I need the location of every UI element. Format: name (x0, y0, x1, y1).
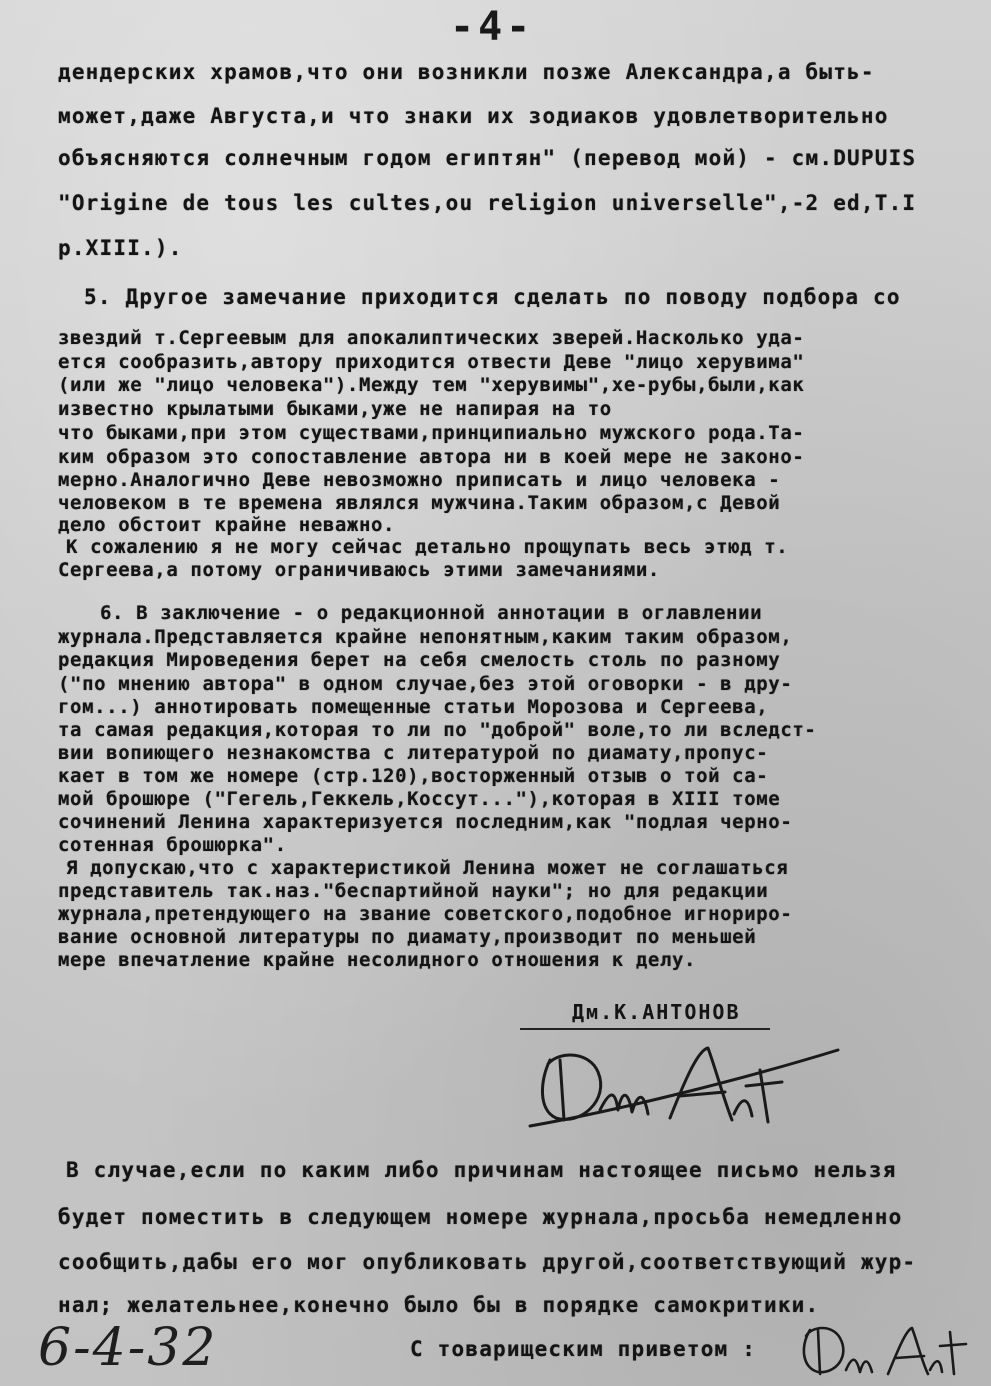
text-line: журнала.Представляется крайне непонятным,каким таким образом, (58, 626, 793, 648)
text-line: объясняются солнечным годом египтян" (перевод мой) - см.DUPUIS (58, 146, 917, 170)
text-line: ется сообразить,автору приходится отвести Деве "лицо херувима" (58, 351, 805, 373)
text-line: Я допускаю,что с характеристикой Ленина может не соглашаться (66, 857, 789, 879)
text-line: та самая редакция,которая то ли по "доброй" воле,то ли вследст- (58, 719, 817, 741)
text-line: мере впечатление крайне несолидного отношения к делу. (58, 949, 697, 971)
text-line: мерно.Аналогично Деве невозможно приписать и лицо человека - (58, 469, 781, 491)
text-line: ("по мнению автора" в одном случае,без этой оговорки - в дру- (58, 673, 793, 695)
text-line: редакция Мироведения берет на себя смелость столь по разному (58, 649, 781, 671)
text-line: ким образом это сопоставление автора ни в коей мере не законо- (58, 446, 805, 468)
handwritten-date: 6-4-32 (38, 1318, 218, 1378)
text-line: журнала,претендующего на звание советского,подобное игнориро- (58, 903, 793, 925)
text-line: дендерских храмов,что они возникли позже Александра,а быть- (58, 60, 875, 84)
text-line: человеком в те времена являлся мужчина.Таким образом,с Девой (58, 492, 781, 514)
text-line: p.XIII.). (58, 236, 183, 260)
text-line: дело обстоит крайне неважно. (58, 514, 396, 536)
text-line: звездий т.Сергеевым для апокалиптических зверей.Насколько уда- (58, 327, 805, 349)
page-number: -4- (450, 4, 535, 50)
text-line: "Origine de tous les cultes,ou religion universelle",-2 ed,T.I (58, 191, 917, 215)
text-line: будет поместить в следующем номере журнала,просьба немедленно (58, 1205, 903, 1229)
text-line: Сергеева,а потому ограничиваюсь этими замечаниями. (58, 559, 660, 581)
signature-name: Дм.К.АНТОНОВ (572, 1000, 741, 1024)
text-line: кает в том же номере (стр.120),восторженный отзыв о той са- (58, 765, 769, 787)
paragraph-5-heading-line: 5. Другое замечание приходится сделать по поводу подбора со (84, 285, 901, 309)
text-line: нал; желательнее,конечно было бы в порядке самокритики. (58, 1293, 820, 1317)
paragraph-6-heading-line: 6. В заключение - о редакционной аннотации в оглавлении (100, 602, 763, 624)
handwritten-signature (520, 1030, 840, 1140)
text-line: гом...) аннотировать помещенные статьи Морозова и Сергеева, (58, 696, 769, 718)
text-line: может,даже Августа,и что знаки их зодиаков удовлетворительно (58, 104, 889, 128)
text-line: вии вопиющего незнакомства с литературой по диамату,пропус- (58, 742, 769, 764)
text-line: мой брошюре ("Гегель,Геккель,Коссут..."),которая в XIII томе (58, 788, 781, 810)
text-line: В случае,если по каким либо причинам настоящее письмо нельзя (66, 1158, 897, 1182)
text-line: (или же "лицо человека").Между тем "херувимы",хе-рубы,были,как (58, 374, 805, 396)
text-line: известно крылатыми быками,уже не напирая на то (58, 398, 612, 420)
text-line: сообщить,дабы его мог опубликовать другой,соответствующий жур- (58, 1250, 917, 1274)
text-line: сотенная брошюрка". (58, 834, 287, 856)
closing-greeting: С товарищеским приветом : (410, 1337, 757, 1361)
text-line: сочинений Ленина характеризуется последним,как "подлая черно- (58, 811, 793, 833)
text-line: вание основной литературы по диамату,производит по меньшей (58, 926, 757, 948)
text-line: представитель так.наз."беспартийной науки"; но для редакции (58, 880, 769, 902)
text-line: что быками,при этом существами,принципиально мужского рода.Та- (58, 422, 805, 444)
handwritten-signature-closing (790, 1312, 970, 1382)
text-line: К сожалению я не могу сейчас детально прощупать весь этюд т. (66, 536, 789, 558)
